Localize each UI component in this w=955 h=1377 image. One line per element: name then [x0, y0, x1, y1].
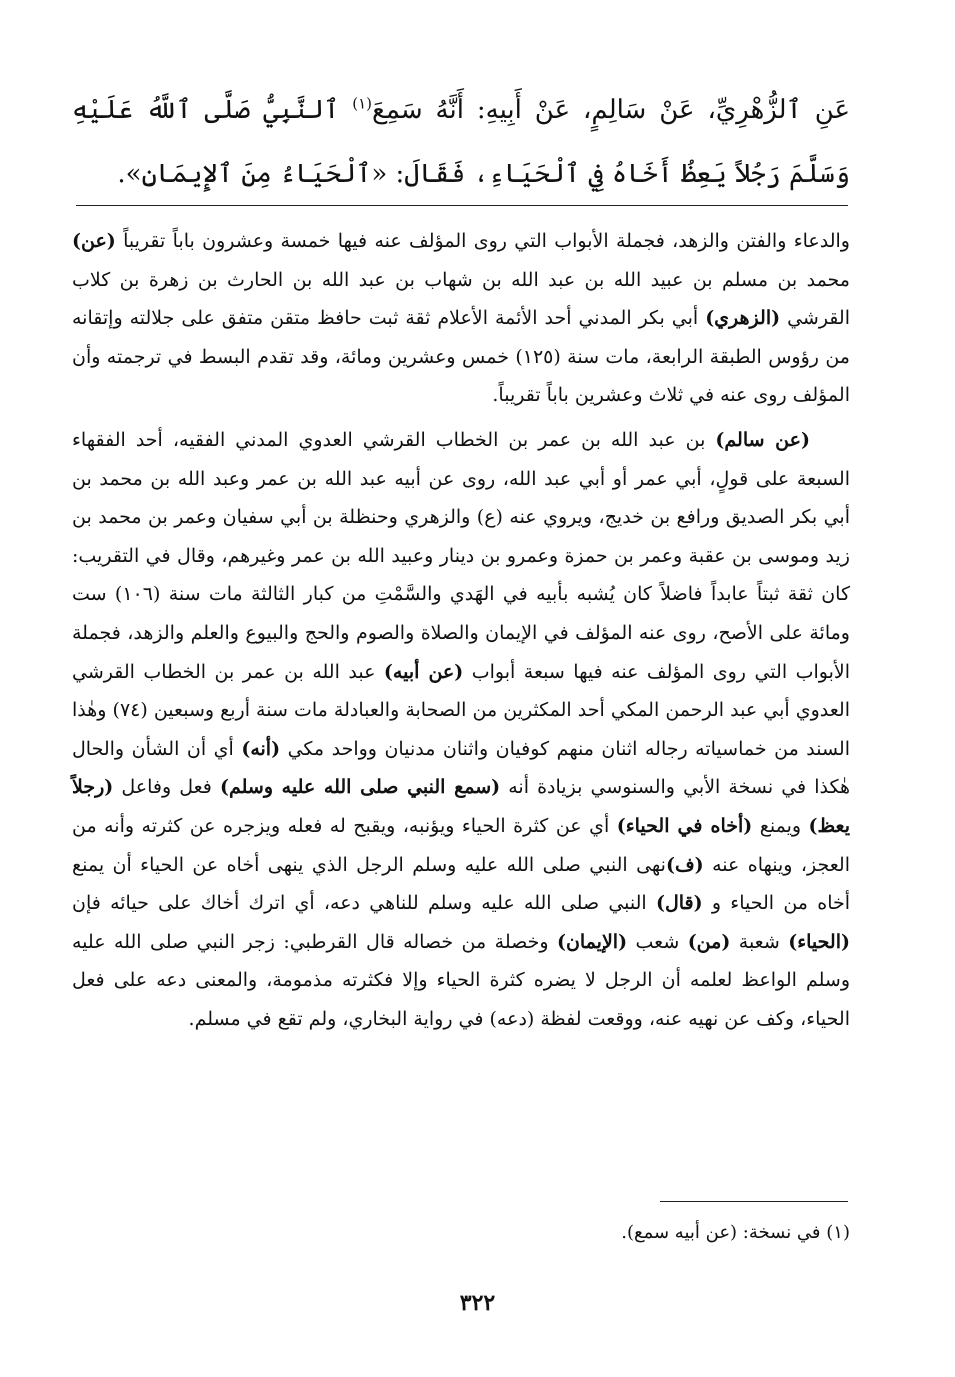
commentary-text: ويمنع — [752, 814, 809, 837]
commentary-keyword: (عن أبيه) — [383, 660, 464, 683]
commentary-text: بن عبد الله بن عمر بن الخطاب القرشي العدوي المدني الفقيه، أحد الفقهاء السبعة على قولٍ، أبي عمر أو أبي عبد الله، روى عن أبيه عبد الله بن عمر وعبد الله بن محمد بن أبي بكر الصديق ورافع بن خديج، ويروي عنه (ع) والزهري وحنظلة بن أبي سفيان وعمر بن محمد بن زيد وموسى بن عقبة وعمر بن حمزة وعمرو بن دينار وعبيد الله بن عمر وغيرهم، وقال في التقريب: كان ثقة ثبتاً عابداً فاضلاً كان يُشبه بأبيه في الهَدي والسَّمْتِ من كبار الثالثة مات سنة (١٠٦) ست ومائة على الأصح، روى عنه المؤلف في الإيمان والصلاة والصوم والحج والبيوع والعلم والزهد، فجملة الأبواب التي روى المؤلف عنه فيها سبعة أبواب — [72, 428, 850, 683]
commentary-paragraph-2 — [72, 421, 850, 1039]
commentary-text: أبي بكر المدني أحد الأئمة الأعلام ثقة ثبت حافظ متقن متفق على جلالته وإتقانه من رؤوس الطبقة الرابعة، مات سنة (١٢٥) خمس وعشرين ومائة، وقد تقدم البسط في ترجمته وأن المؤلف روى عنه في ثلاث وعشرين باباً تقريباً. — [72, 307, 850, 407]
hadith-text-part-1: عَنِ ٱلزُّهْرِيِّ، عَنْ سَالِمٍ، عَنْ أَبِيهِ: أَنَّهُ سَمِعَ — [371, 95, 851, 125]
commentary-text: أي عن كثرة الحياء ويؤنبه، ويقبح له فعله ويزجره عن كثرته وأنه من العجز، وينهاه عنه — [72, 814, 850, 876]
commentary-text: عبد الله بن عمر بن الخطاب القرشي العدوي أبي عبد الرحمن المكي أحد المكثرين من الصحابة والعبادلة مات سنة أربع وسبعين (٧٤) وهٰذا السند من خماسياته رجاله اثنان منهم كوفيان واثنان مدنيان وواحد مكي — [72, 660, 851, 760]
commentary-text: فعل وفاعل — [113, 776, 220, 799]
commentary-keyword: (الإيمان) — [556, 930, 628, 953]
commentary-keyword: (من) — [687, 930, 731, 953]
commentary-keyword: (الحياء) — [788, 930, 850, 953]
commentary-keyword: (الزهري) — [705, 307, 781, 330]
commentary-text: وخصلة من خصاله قال القرطبي: زجر النبي صلى الله عليه وسلم الواعظ لعلمه أن الرجل لا يضره كثرة الحياء وإلا فكثرته مذمومة، والمعنى دعه على فعل الحياء، وكف عن نهيه عنه، ووقعت لفظة (دعه) في رواية البخاري، ولم تقع في مسلم. — [72, 930, 850, 1030]
commentary-text: أي أن الشأن والحال هٰكذا في نسخة الأبي والسنوسي بزيادة أنه — [72, 737, 851, 799]
commentary-keyword: (أنه) — [241, 737, 281, 760]
commentary-text: شعب — [627, 930, 688, 953]
commentary-keyword: (قال) — [655, 892, 703, 915]
hadith-text — [72, 78, 850, 206]
footnote — [300, 1218, 850, 1248]
footnote-divider — [660, 1201, 848, 1202]
page-number: ٣٢٢ — [459, 1290, 496, 1316]
hadith-text-part-2: ٱلنَّبِيُّ صَلَّى ٱللَّهُ عَلَيْهِ وَسَلَّمَ رَجُلاً يَعِظُ أَخَاهُ فِي ٱلْحَيَاءِ، فَقَالَ: «ٱلْحَيَاءُ مِنَ ٱلإِيمَانِ». — [72, 95, 850, 189]
commentary-text: والدعاء والفتن والزهد، فجملة الأبواب التي روى المؤلف عنه فيها خمسة وعشرون باباً تقريباً — [115, 230, 850, 252]
footnote-text: في نسخة: (عن أبيه سمع). — [621, 1222, 821, 1243]
commentary-keyword: (أخاه في الحياء) — [616, 814, 753, 837]
commentary-text: شعبة — [730, 930, 789, 953]
commentary-block — [72, 222, 850, 1038]
commentary-text: نهى النبي صلى الله عليه وسلم الرجل الذي ينهى أخاه عن الحياء أن يمنع أخاه من الحياء و — [72, 853, 851, 915]
commentary-keyword: (عن) — [72, 230, 116, 252]
commentary-text: محمد بن مسلم بن عبيد الله بن عبد الله بن شهاب بن عبد الله بن الحارث بن زهرة بن كلاب القرشي — [72, 268, 850, 330]
footnote-reference: (١) — [352, 94, 372, 113]
commentary-keyword: (ف) — [665, 853, 704, 876]
commentary-paragraph-1 — [72, 222, 850, 415]
commentary-keyword: (سمع النبي صلى الله عليه وسلم) — [219, 776, 501, 799]
commentary-keyword: (رجلاً يعظ) — [72, 776, 851, 837]
commentary-text: النبي صلى الله عليه وسلم للناهي دعه، أي اترك أخاك على حيائه فإن — [72, 892, 656, 915]
commentary-keyword: (عن سالم) — [715, 428, 810, 451]
top-divider — [76, 205, 848, 206]
footnote-number: (١) — [826, 1222, 850, 1243]
